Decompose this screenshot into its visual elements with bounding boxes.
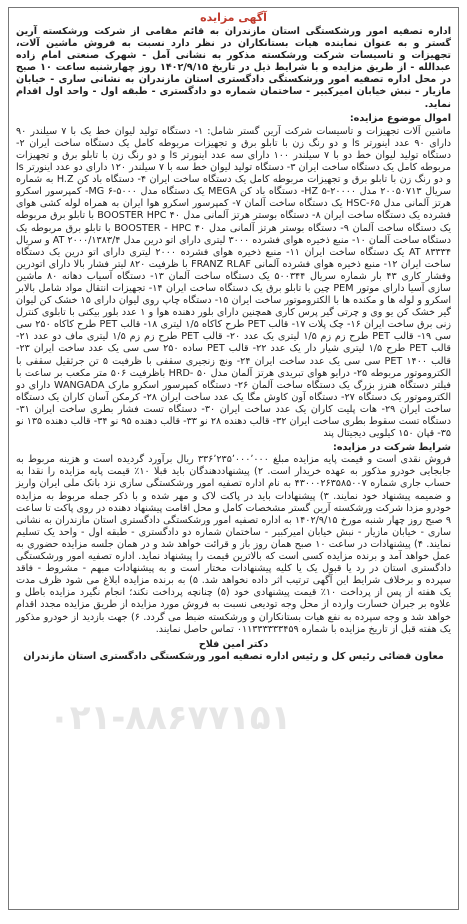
conditions-heading: شرایط شرکت در مزایده: [332,442,451,454]
notice-content [9,8,458,663]
signatory-name: دکتر امین فلاح [198,638,269,650]
notice-title: آگهی مزایده [200,11,267,24]
phone-watermark: ۰۲۱-۸۸۶۷۷۱۵۱ [49,698,292,738]
conditions-text: فروش نقدی است و قیمت پایه مزایده مبلغ ۳۳۶٬۲۳۵٬۰۰۰٬۰۰۰ ریال برآورد گردیده است و هزینه مربوط به جابجایی خودرو مذکور به عهده خریدار است. ۲) پیشنهاددهندگان باید قبلا ۱۰٪ قیمت پایه مزایده را نقدا به حساب جاری شماره ۴۳۰۰۰۲۶۳۵۸۵۰۰۷ به نام اداره تصفیه امور ورشکستگی سازی نزد بانک ملی ایران واریز و ضمیمه پیشنهاد خود نمایند. ۳) پیشنهادات باید در پاکت لاک و مهر شده و با ذکر جمله مربوط به مزایده خودرو مزدا شرکت ورشکسته آرین گستر مشخصات کامل و محل اقامت پیشنهاد دهنده در روی پاکت تا ساعت ۹ صبح روز چهار شنبه مورخ ۱۴۰۲/۹/۱۵ به اداره تصفیه امور ورشکستگی دادگستری استان مازندران به نشانی ساری - خیابان مازیار - نبش خیابان امیرکبیر - ساختمان شماره دو دادگستری - طبقه اول - واحد یک تسلیم نمایند. ۴) پیشنهادات در ساعت ۱۰ صبح همان روز باز و قرائت خواهد شد و در همان جلسه مزایده حضوری به عمل خواهد آمد و برنده مزایده کسی است که بالاترین قیمت را پیشنهاد نماید. اداره تصفیه امور ورشکستگی دادگستری استان در رد یا قبول یک یا کلیه پیشنهادات مختار است و به پیشنهادات مبهم - مشروط - فاقد سپرده و برخلاف شرایط این آگهی ترتیب اثر داده نخواهد شد. ۵) به برنده مزایده ابلاغ می شود ظرف مدت یک هفته از پس از پرداخت ۱۰٪ قیمت پیشنهادی خود (۵) چنانچه پرداخت نکند؛ انجام نگیرد مزایده باطل و علاوه بر جبران خسارت وارده از محل وجه تودیعی نسبت به فروش مورد مزایده از طریق مزایده مجدد اقدام خواهد شد و وجه سپرده به نفع هیات بستانکاران و ورشکسته ضبط می گردد. ۶) جهت بازدید از خودرو مذکور یک هفته قبل از تاریخ مزایده با شماره ۰۱۱۳۳۳۳۳۳۴۵۹ تماس حاصل نمایند. [16,454,452,635]
signatory-position: معاون قضائی رئیس کل و رئیس اداره تصفیه امور ورشکستگی دادگستری استان مازندران [23,650,444,662]
notice-intro: اداره تصفیه امور ورشکستگی استان مازندران به قائم مقامی از شرکت ورشکسته آرین گستر و به عنوان نماینده هیات بستانکاران در نظر دارد نسبت به فروش ماشین آلات، تجهیزات و تاسیسات شرکت ورشکسته مذکور به نشانی آمل - شهرک صنعتی امام زاده عبدالله - از طریق مزایده و با شرایط ذیل در تاریخ ۱۴۰۲/۹/۱۵ روز چهارشنبه ساعت ۱۰ صبح در محل اداره تصفیه امور ورشکستگی دادگستری استان مازندران به نشانی ساری - خیابان مازیار - نبش خیابان امیرکبیر - ساختمان شماره دو دادگستری - طبقه اول - واحد اول اقدام نماید. [16,26,451,110]
notice-page [8,7,459,910]
items-list-text: ماشین آلات تجهیزات و تاسیسات شرکت آرین گستر شامل: ۱- دستگاه تولید لیوان خط یک با ۷ سیلندر ۹۰ دارای ۹۰ عدد اینورتر ls و دو رنگ زن با تابلو برق و تجهیزات مربوطه کامل یک دستگاه ساخت ایران ۲- دستگاه تولید لیوان خط دو با ۷ سیلندر ۱۰۰ دارای سه عدد اینورتر ls و دو رنگ زن با تابلو برق و تجهیزات مربوطه کامل یک دستگاه ساخت ایران ۳- دستگاه تولید لیوان خط سه با ۷ سیلندر ۱۲۰ دارای دو عدد اینورتر ls و دو رنگ زن با تابلو برق و تجهیزات مربوطه کامل یک دستگاه ساخت ایران ۴- دستگاه باد کن H.Z به شماره سریال ۲۰۰۵۰۷۱۳ مدل ۲۰۰۰۰-HZ ۵- دستگاه باد کن MEGA یک دستگاه مدل ۵۰۰۰-MG ۶- کمپرسور اسکرو هرتز آلمانی مدل HSC-۶۵ یک دستگاه ساخت آلمان ۷- کمپرسور اسکرو هوا ایران به همراه لوله کشی هوای فشرده یک دستگاه ساخت ایران ۸- دستگاه بوستر هرتز آلمانی مدل ۴۰ BOOSTER HPC با تابلو برق مربوطه یک دستگاه ساخت آلمان ۹- دستگاه بوستر هرتز آلمانی مدل ۴۰ BOOSTER - HPC با تابلو برق مربوطه یک دستگاه ساخت آلمان ۱۰- منبع ذخیره هوای فشرده ۳۰۰۰ لیتری دارای اتو درین مدل AT ۲۰۰۰/۱۳۸۳/۴ و سریال ۸۳۳۳۴ AT یک دستگاه ساخت ایران ۱۱- منبع ذخیره هوای فشرده ۲۰۰۰ لیتری دارای اتو درین یک دستگاه ساخت ایران ۱۲- منبع ذخیره هوای فشرده آلمانی FRANZ RLAF با ظرفیت ۸۲۰ لیتر فشار بالا دارای اتودرین وفشار کاری ۴۳ بار شماره سریال ۵۰۰۳۴۴ یک دستگاه ساخت آلمان ۱۳- دستگاه آسیاب دهانه ۸۰ ماشین سازی آسیا دارای موتور PEM چین با تابلو برق یک دستگاه ساخت ایران ۱۴- تجهیزات انتقال مواد شامل بالابر اسکرو و لوله ها و مکنده ها با الکتروموتور ساخت ایران ۱۵- دستگاه چاپ روی لیوان دارای ۱۵ خشک کن لیوان گیر خشک کن یو وی و چرتی گیر پرس کاری همچنین دارای بلور دهنده هوا و ۱ عدد بلور بیکنی با تابلوی کنترل زنی برق ساخت ایران ۱۶- چک پلات ۱۷- قالب PET طرح کاکاه ۱/۵ لیتری ۱۸- قالب PET طرح کاکاه ۲۵۰ سی سی ۱۹- قالب PET طرح زم زم ۱/۵ لیتری یک عدد ۲۰- قالب PET طرح زم زم ۱/۵ لیتری ماف دو عدد ۲۱- قالب PET طرح ۱/۵ لیتری شیار دار یک عدد ۲۲- قالب PET ساده ۲۵۰ سی سی یک عدد ساخت ایران ۲۳- قالب PET ۱۴۰۰ سی سی یک عدد ساخت ایران ۲۴- ونچ زنجیری سقفی با ظرفیت ۵ تن جرثقیل سقفی با الکتروموتور مربوطه ۲۵- درایو هوای تبریدی هرتز آلمان مدل HRD- ۵۰ باظرفیت ۵۰۶ متر مکعب بر ساعت با فیلتر دستگاه هنرز بزرگ یک دستگاه ساخت آلمان ۲۶- دستگاه کمپرسور اسکرو مارک WANGADA دارای دو الکتروموتور یک دستگاه ۲۷- دستگاه آون کاوش مگا یک عدد ساخت ایران ۲۸- کرمکن آسان کاران یک دستگاه ساخت ایران ۲۹- هات پلیت کاران یک عدد ساخت ایران ۳۰- دستگاه تست فشار بطری ساخت ایران ۳۱- دستگاه تست سقوط بطری ساخت ایران ۳۲- قالب دهنده ۲۸ نو ۳۳- قالب دهنده ۹۵ نو ۳۴- قالب دهنده ۱۳۵ نو ۳۵- قپان ۱۵۰ کیلویی دیجیتال پند [16,125,452,440]
items-heading: اموال موضوع مزایده: [349,112,451,124]
signature-block [16,639,451,663]
